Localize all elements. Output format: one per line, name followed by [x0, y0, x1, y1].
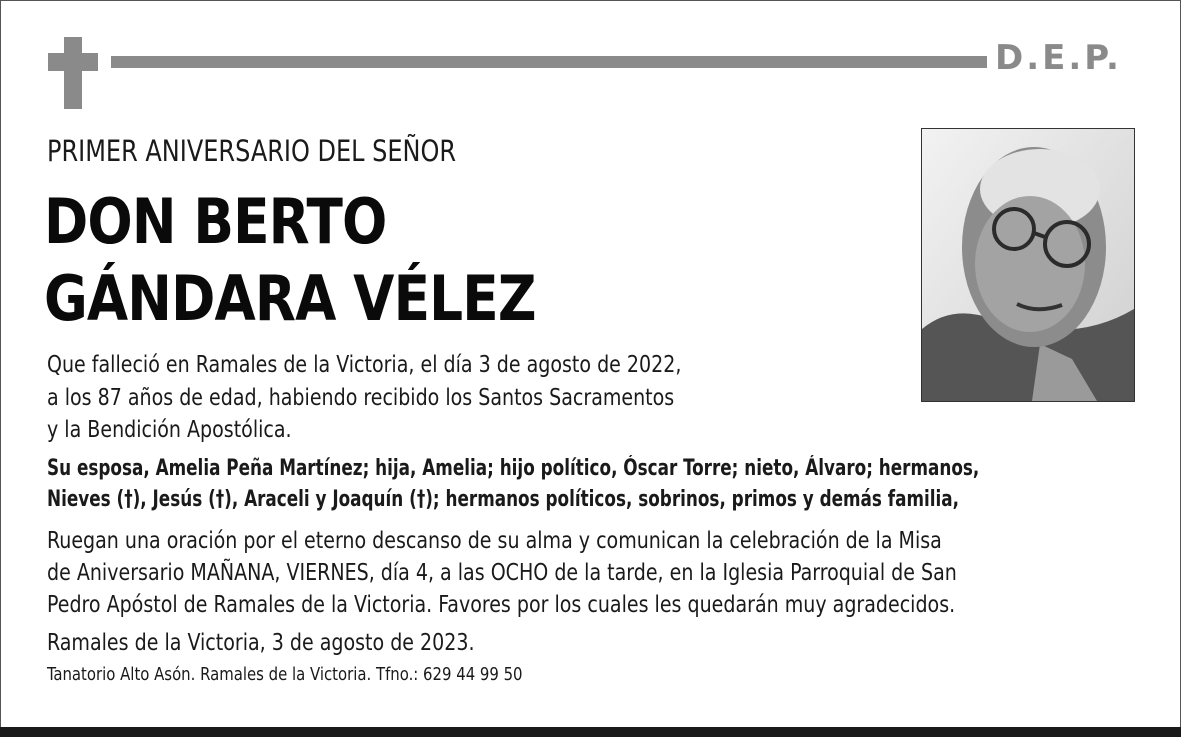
death-line-3: y la Bendición Apostólica.	[47, 417, 292, 443]
header-rule	[111, 56, 987, 68]
request-line-1: Ruegan una oración por el eterno descanso de su alma y comunican la celebración de la Misa	[47, 528, 942, 554]
request-line-3: Pedro Apóstol de Ramales de la Victoria. Favores por los cuales les quedarán muy agradecidos.	[47, 592, 956, 618]
place-date: Ramales de la Victoria, 3 de agosto de 2023.	[47, 630, 475, 656]
funeral-home: Tanatorio Alto Asón. Ramales de la Victoria. Tfno.: 629 44 99 50	[47, 664, 523, 685]
dep-label: D.E.P.	[995, 38, 1122, 78]
deceased-name-line1: DON BERTO	[44, 185, 387, 258]
portrait-photo	[921, 128, 1135, 402]
deceased-name-line2: GÁNDARA VÉLEZ	[44, 262, 536, 335]
death-line-1: Que falleció en Ramales de la Victoria, el día 3 de agosto de 2022,	[47, 352, 682, 378]
notice-subtitle: PRIMER ANIVERSARIO DEL SEÑOR	[47, 134, 457, 168]
death-line-2: a los 87 años de edad, habiendo recibido los Santos Sacramentos	[47, 385, 675, 411]
family-line-2: Nieves (†), Jesús (†), Araceli y Joaquín (†); hermanos políticos, sobrinos, primos y demás familia,	[47, 487, 960, 512]
bottom-rule	[0, 727, 1181, 737]
request-line-2: de Aniversario MAÑANA, VIERNES, día 4, a las OCHO de la tarde, en la Iglesia Parroquial de San	[47, 560, 957, 586]
family-line-1: Su esposa, Amelia Peña Martínez; hija, Amelia; hijo político, Óscar Torre; nieto, Álvaro; hermanos,	[47, 456, 980, 481]
